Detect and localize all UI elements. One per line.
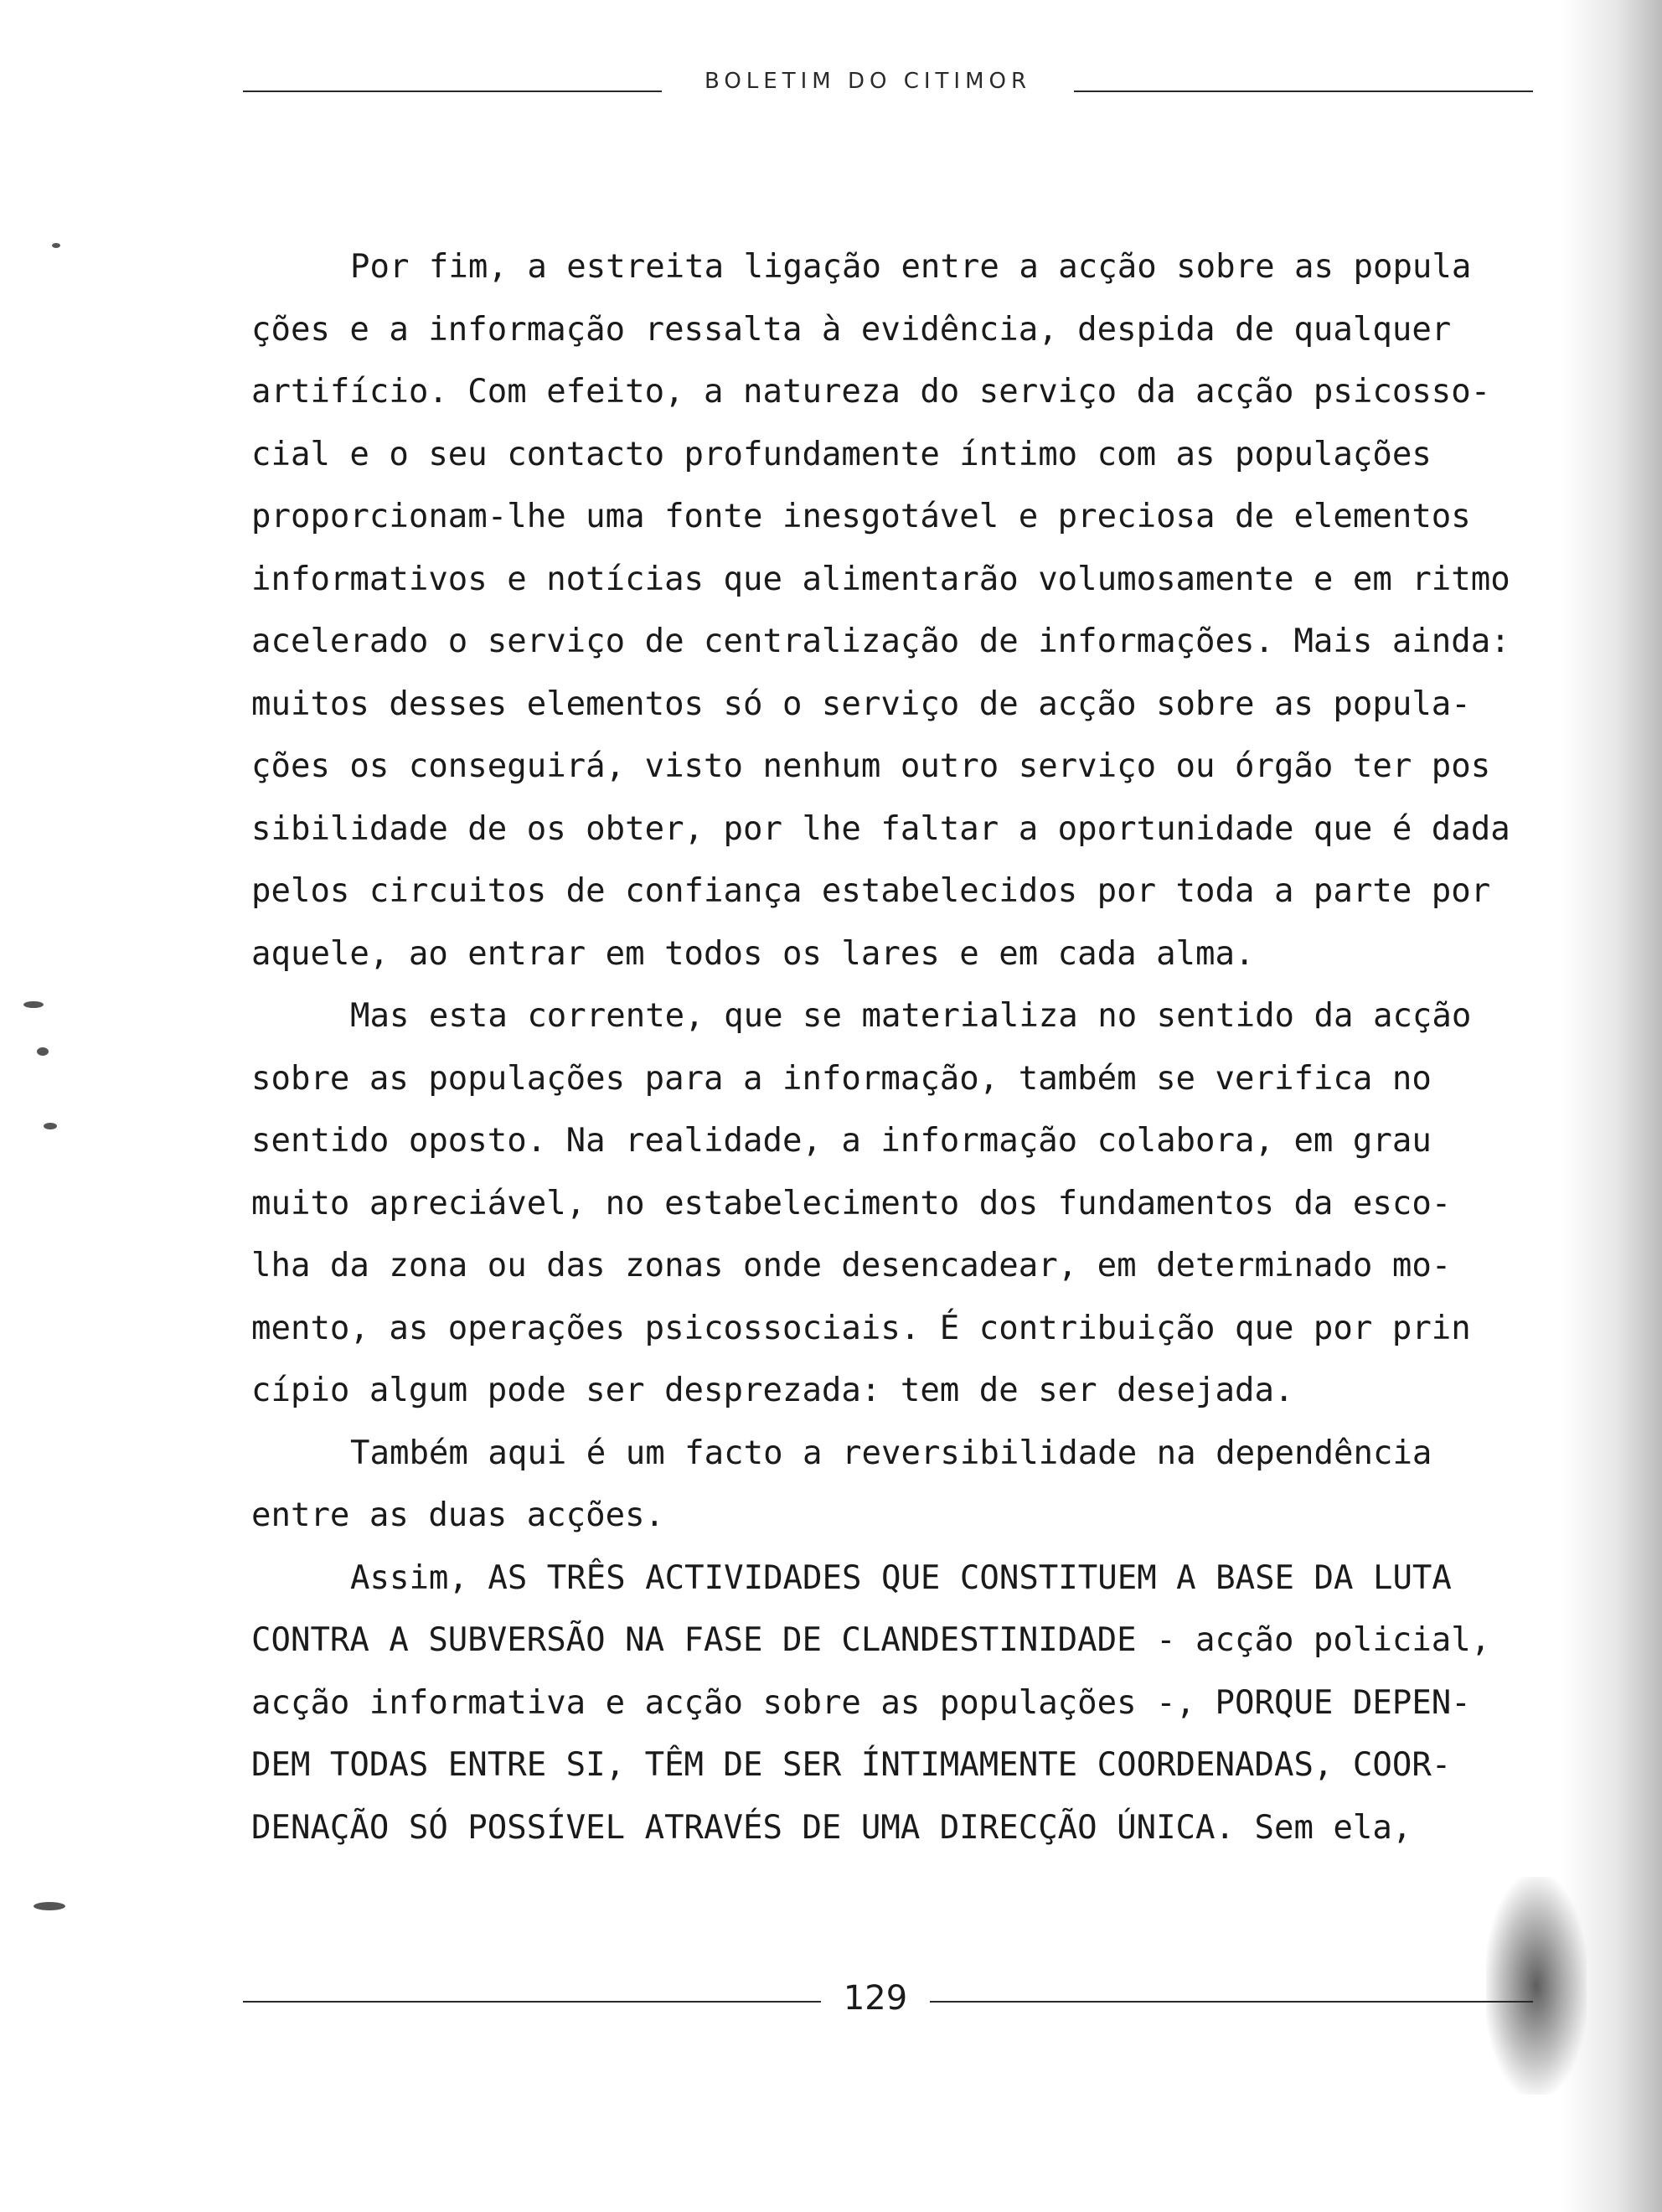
text-line: sobre as populações para a informação, também se verifica no (251, 1059, 1432, 1098)
text-line: muito apreciável, no estabelecimento dos fundamentos da esco- (251, 1184, 1452, 1222)
scan-speck (34, 1902, 65, 1910)
text-line: Por fim, a estreita ligação entre a acção sobre as popula (350, 248, 1472, 286)
text-line: acelerado o serviço de centralização de informações. Mais ainda: (251, 623, 1510, 660)
text-line: ções os conseguirá, visto nenhum outro serviço ou órgão ter pos (251, 747, 1491, 785)
scan-speck (37, 1047, 49, 1056)
footer-rule-left (243, 2001, 821, 2003)
scan-speck (52, 243, 60, 248)
page-number: 129 (843, 1979, 908, 2018)
text-line: proporcionam-lhe uma fonte inesgotável e preciosa de elementos (251, 498, 1471, 535)
text-line: Assim, AS TRÊS ACTIVIDADES QUE CONSTITUEM A BASE DA LUTA (350, 1558, 1452, 1597)
text-line: pelos circuitos de confiança estabelecidos por toda a parte por (251, 872, 1491, 910)
text-line: cial e o seu contacto profundamente íntimo com as populações (251, 435, 1432, 473)
scan-edge-blot (1486, 1877, 1587, 2095)
text-line: muitos desses elementos só o serviço de acção sobre as popula- (251, 685, 1471, 723)
running-header: BOLETIM DO CITIMOR (662, 69, 1074, 94)
footer-rule-right (930, 2001, 1533, 2003)
text-line: Também aqui é um facto a reversibilidade na dependência (350, 1434, 1432, 1472)
text-line: aquele, ao entrar em todos os lares e em cada alma. (251, 934, 1255, 973)
text-line: cípio algum pode ser desprezada: tem de ser desejada. (251, 1372, 1294, 1409)
text-line: informativos e notícias que alimentarão volumosamente e em ritmo (251, 560, 1510, 598)
text-line: Mas esta corrente, que se materializa no sentido da acção (350, 997, 1472, 1035)
text-line: sentido oposto. Na realidade, a informação colabora, em grau (251, 1122, 1432, 1160)
text-line: sibilidade de os obter, por lhe faltar a oportunidade que é dada (251, 809, 1510, 848)
text-line: DEM TODAS ENTRE SI, TÊM DE SER ÍNTIMAMENTE COORDENADAS, COOR- (251, 1746, 1452, 1784)
paragraph-4 (251, 1548, 1583, 1860)
text-line: artifício. Com efeito, a natureza do serviço da acção psicosso- (251, 373, 1491, 411)
scan-speck (44, 1123, 57, 1129)
text-line: ções e a informação ressalta à evidência, despida de qualquer (251, 310, 1452, 349)
text-line: entre as duas acções. (251, 1496, 665, 1534)
paragraph-1 (251, 236, 1583, 985)
text-line: lha da zona ou das zonas onde desencadear, em determinado mo- (251, 1247, 1452, 1284)
text-line: DENAÇÃO SÓ POSSÍVEL ATRAVÉS DE UMA DIRECÇÃO ÚNICA. Sem ela, (251, 1808, 1412, 1847)
body-text (251, 236, 1583, 1859)
paragraph-2 (251, 985, 1583, 1423)
scan-speck (23, 1001, 44, 1008)
paragraph-3 (251, 1423, 1583, 1548)
text-line: mento, as operações psicossociais. É contribuição que por prin (251, 1309, 1471, 1347)
text-line: CONTRA A SUBVERSÃO NA FASE DE CLANDESTINIDADE - acção policial, (251, 1621, 1491, 1659)
text-line: acção informativa e acção sobre as populações -, PORQUE DEPEN- (251, 1683, 1471, 1722)
